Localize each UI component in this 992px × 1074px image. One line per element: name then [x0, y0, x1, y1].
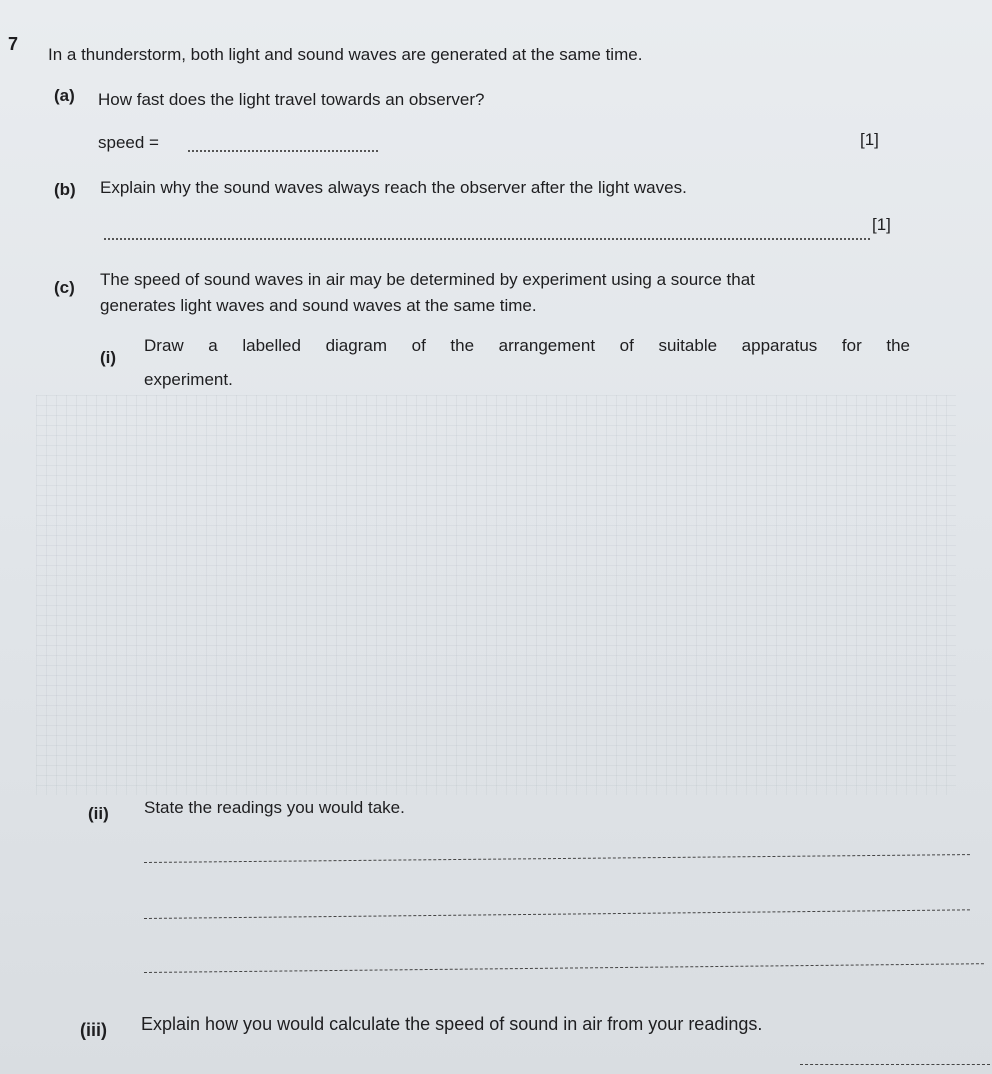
part-c-i-word: labelled [242, 336, 301, 355]
part-c-intro-line2: generates light waves and sound waves at the same time. [100, 296, 537, 315]
part-b-answer-line [104, 238, 870, 240]
question-number: 7 [8, 34, 19, 54]
part-b-marks: [1] [872, 215, 891, 234]
part-c-i-label: (i) [100, 348, 117, 367]
part-b-question: Explain why the sound waves always reach the observer after the light waves. [100, 178, 687, 197]
question-intro: In a thunderstorm, both light and sound waves are generated at the same time. [48, 45, 643, 64]
part-c-i-word: arrangement [498, 336, 596, 355]
part-a-answer-line [188, 150, 378, 152]
diagram-grid-area [36, 395, 956, 795]
part-c-iii-answer-line [800, 1064, 990, 1065]
part-c-i-word: the [886, 336, 910, 355]
part-c-i-word: Draw [144, 336, 184, 355]
part-c-i-line2: experiment. [144, 370, 233, 389]
part-c-ii-answer-line-3 [144, 963, 984, 973]
part-a-answer-label: speed = [98, 133, 159, 152]
part-a-marks: [1] [860, 130, 879, 149]
part-c-i-word: diagram [325, 336, 387, 355]
part-c-i-word: a [208, 336, 218, 355]
part-c-ii-answer-line-1 [144, 854, 970, 863]
part-c-intro-line1: The speed of sound waves in air may be determined by experiment using a source that [100, 270, 755, 289]
part-c-i-word: the [450, 336, 475, 355]
part-c-ii-question: State the readings you would take. [144, 798, 405, 817]
part-c-i-word: apparatus [741, 336, 818, 355]
part-c-i-word: for [841, 336, 862, 355]
part-c-i-line1 [144, 336, 910, 356]
part-a-label: (a) [54, 86, 75, 105]
part-c-label: (c) [54, 278, 75, 297]
part-b-label: (b) [54, 180, 76, 199]
part-c-i-word: of [619, 336, 634, 355]
part-c-i-word: suitable [658, 336, 718, 355]
part-c-i-word: of [411, 336, 426, 355]
part-c-ii-label: (ii) [88, 804, 109, 823]
part-c-ii-answer-line-2 [144, 909, 970, 919]
part-c-iii-question: Explain how you would calculate the speed of sound in air from your readings. [141, 1014, 763, 1034]
part-a-question: How fast does the light travel towards an observer? [98, 90, 485, 109]
part-c-iii-label: (iii) [80, 1020, 107, 1040]
